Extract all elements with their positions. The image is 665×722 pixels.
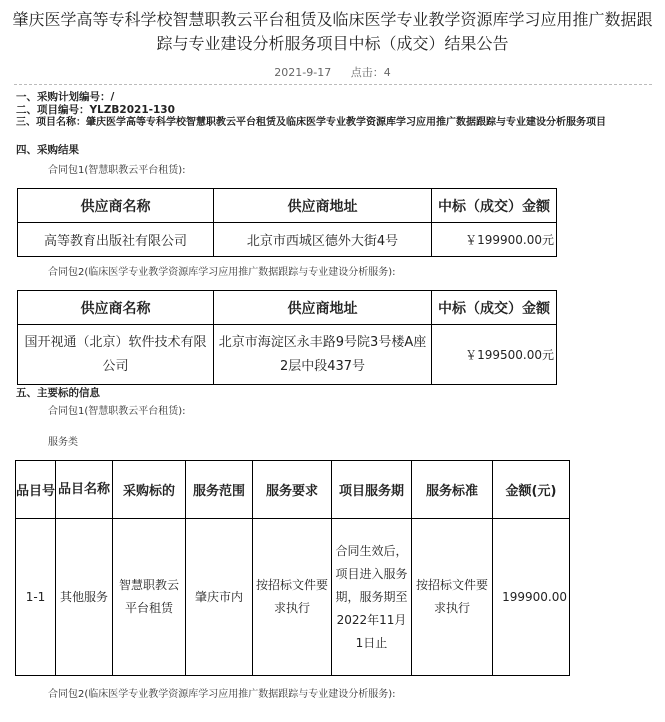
header-item-number: 品目号 (16, 461, 56, 519)
service-scope: 肇庆市内 (186, 519, 253, 676)
supplier-address: 北京市西城区德外大街4号 (214, 223, 432, 257)
header-item-name: 品目名称 (56, 461, 113, 519)
section-project-name: 三、项目名称：肇庆医学高等专科学校智慧职教云平台租赁及临床医学专业教学资源库学习应用推广数据跟踪与专业建设分析服务项目 (16, 117, 606, 128)
header-supplier-address: 供应商地址 (214, 291, 432, 325)
header-supplier-name: 供应商名称 (18, 291, 214, 325)
header-amount: 中标（成交）金额 (432, 291, 557, 325)
supplier-address: 北京市海淀区永丰路9号院3号楼A座2层中段437号 (214, 325, 432, 385)
page-title: 肇庆医学高等专科学校智慧职教云平台租赁及临床医学专业教学资源库学习应用推广数据跟踪与专业建设分析服务项目中标（成交）结果公告 (12, 10, 653, 53)
header-purchase-target: 采购标的 (113, 461, 186, 519)
header-service-requirement: 服务要求 (253, 461, 332, 519)
package-2-label: 合同包2(临床医学专业教学资源库学习应用推广数据跟踪与专业建设分析服务): (48, 267, 396, 278)
publish-date: 2021-9-17 (274, 66, 332, 79)
header-service-scope: 服务范围 (186, 461, 253, 519)
bid-amount: ￥199900.00元 (432, 223, 557, 257)
target-package-1-label: 合同包1(智慧职教云平台租赁): (48, 406, 186, 417)
table-row (16, 519, 570, 676)
section-results: 四、采购结果 (16, 144, 79, 156)
table-header-row (16, 461, 570, 519)
header-supplier-address: 供应商地址 (214, 189, 432, 223)
service-standard: 按招标文件要求执行 (412, 519, 493, 676)
supplier-name: 国开视通（北京）软件技术有限公司 (18, 325, 214, 385)
table-header-row (18, 291, 557, 325)
package-1-label: 合同包1(智慧职教云平台租赁): (48, 165, 186, 176)
purchase-target: 智慧职教云平台租赁 (113, 519, 186, 676)
category-label: 服务类 (48, 437, 78, 448)
amount: 199900.00 (493, 519, 570, 676)
article-meta (0, 64, 665, 80)
header-amount: 中标（成交）金额 (432, 189, 557, 223)
section-plan-number: 一、采购计划编号：/ (16, 91, 115, 103)
supplier-name: 高等教育出版社有限公司 (18, 223, 214, 257)
result-table-2 (17, 290, 557, 385)
header-service-period: 项目服务期 (332, 461, 412, 519)
bid-amount: ￥199500.00元 (432, 325, 557, 385)
target-table (15, 460, 570, 676)
header-amount: 金额(元) (493, 461, 570, 519)
service-requirement: 按招标文件要求执行 (253, 519, 332, 676)
header-supplier-name: 供应商名称 (18, 189, 214, 223)
target-package-2-label: 合同包2(临床医学专业教学资源库学习应用推广数据跟踪与专业建设分析服务): (48, 689, 396, 700)
section-target-info: 五、主要标的信息 (16, 387, 100, 399)
service-period: 合同生效后，项目进入服务期，服务期至2022年11月1日止 (332, 519, 412, 676)
section-project-number: 二、项目编号：YLZB2021-130 (16, 104, 175, 116)
result-table-1 (17, 188, 557, 257)
click-count: 点击：4 (350, 66, 391, 79)
item-number: 1-1 (16, 519, 56, 676)
table-header-row (18, 189, 557, 223)
item-name: 其他服务 (56, 519, 113, 676)
divider (14, 84, 652, 85)
table-row (18, 223, 557, 257)
header-service-standard: 服务标准 (412, 461, 493, 519)
table-row (18, 325, 557, 385)
